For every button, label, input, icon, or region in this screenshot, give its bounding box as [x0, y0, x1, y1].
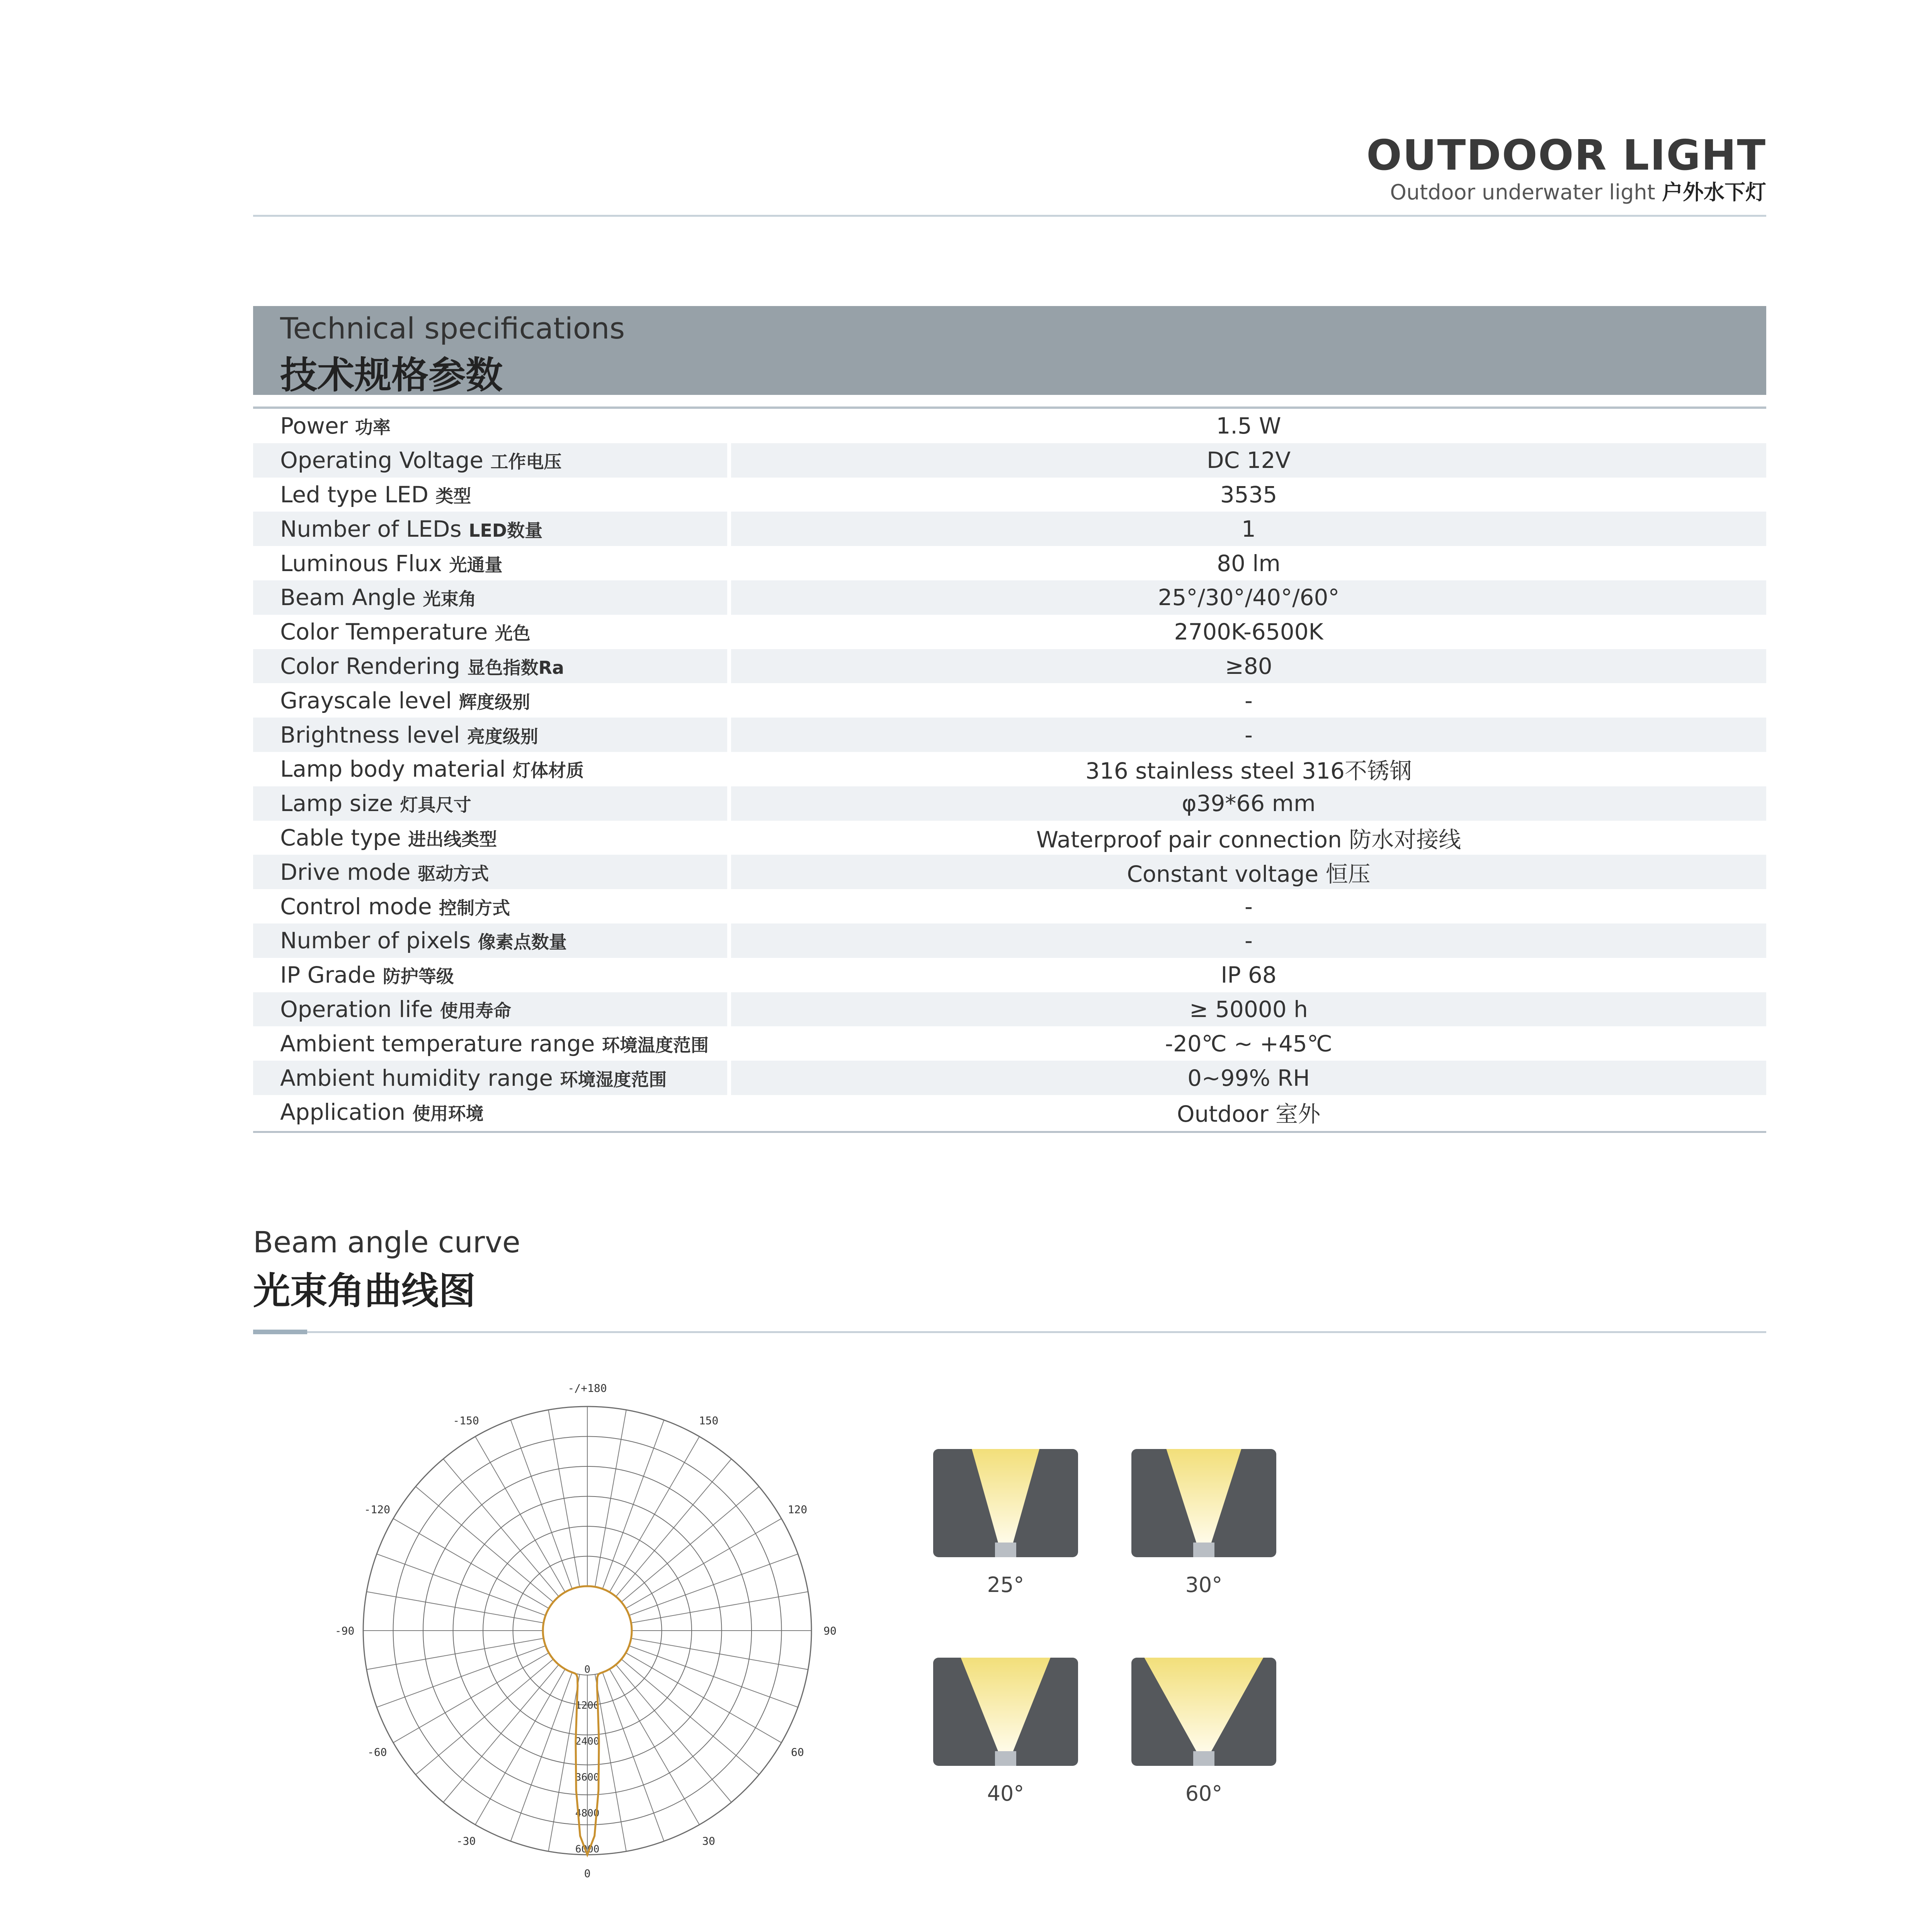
spec-label-zh: LED数量 [469, 520, 543, 541]
beam-tile-25 [933, 1449, 1078, 1557]
spec-label-zh: 光通量 [449, 554, 503, 575]
spec-label-zh: 环境温度范围 [602, 1034, 709, 1056]
spec-label [253, 1095, 729, 1129]
spec-label [253, 889, 729, 923]
spec-label-en: Beam Angle [280, 584, 416, 611]
spec-row [253, 992, 1766, 1027]
spec-value: 3535 [1220, 481, 1277, 508]
spec-label-en: Color Temperature [280, 619, 488, 645]
spec-label-en: Luminous Flux [280, 550, 442, 577]
spec-table [253, 409, 1766, 1129]
spec-row [253, 752, 1766, 786]
spec-value: 2700K-6500K [1174, 619, 1323, 645]
spec-label-zh: 灯体材质 [513, 760, 584, 781]
spec-value: - [1245, 893, 1253, 920]
spec-label [253, 786, 729, 821]
polar-radial-label: 4800 [575, 1808, 600, 1819]
spec-value: ≥ 50000 h [729, 992, 1766, 1027]
spec-label-en: Lamp body material [280, 756, 506, 782]
spec-value: -20℃ ~ +45℃ [1165, 1030, 1332, 1057]
spec-row [253, 1095, 1766, 1129]
spec-row [253, 889, 1766, 923]
spec-label-en: Operation life [280, 996, 433, 1022]
spec-row [253, 718, 1766, 752]
spec-label-en: Cable type [280, 824, 401, 851]
spec-row [253, 1026, 1766, 1061]
spec-value: - [1245, 687, 1253, 714]
polar-angle-label: -150 [453, 1414, 479, 1427]
beam-tile-label: 25° [987, 1573, 1024, 1597]
spec-label-zh: 环境湿度范围 [560, 1069, 667, 1090]
spec-row [253, 1061, 1766, 1095]
spec-label [253, 718, 729, 752]
spec-value: φ39*66 mm [729, 786, 1766, 821]
polar-radial-label: 1200 [575, 1700, 600, 1711]
header-divider [253, 215, 1766, 217]
spec-value: Waterproof pair connection 防水对接线 [1036, 826, 1461, 853]
spec-row [253, 958, 1766, 992]
spec-row [253, 615, 1766, 649]
polar-angle-label: -90 [335, 1624, 355, 1637]
section-subtitle [1390, 176, 1766, 206]
spec-label-en: Lamp size [280, 790, 393, 817]
spec-label-en: Application [280, 1099, 406, 1126]
beam-tile-label: 30° [1185, 1573, 1223, 1597]
spec-value: ≥80 [729, 649, 1766, 684]
spec-label-en: Ambient temperature range [280, 1030, 595, 1057]
polar-beam-chart [317, 1376, 889, 1893]
spec-label [253, 649, 729, 684]
beam-tile-label: 40° [987, 1781, 1024, 1806]
polar-angle-label: -120 [364, 1503, 390, 1516]
beam-tile-40 [933, 1658, 1078, 1766]
spec-row [253, 478, 1766, 512]
spec-label-zh: 使用环境 [412, 1103, 484, 1124]
spec-label-zh: 类型 [435, 485, 471, 507]
polar-angle-label: -/+180 [568, 1382, 607, 1395]
spec-label-zh: 功率 [355, 417, 391, 438]
beam-divider [253, 1331, 1766, 1333]
spec-value: Constant voltage 恒压 [729, 855, 1766, 889]
polar-angle-label: -60 [367, 1746, 387, 1759]
beam-tile-label: 60° [1185, 1781, 1223, 1806]
spec-label [253, 1026, 729, 1061]
spec-label-zh: 光色 [495, 623, 531, 644]
subtitle-zh: 户外水下灯 [1662, 180, 1766, 204]
polar-angle-label: 150 [699, 1414, 719, 1427]
polar-angle-label: 0 [584, 1867, 591, 1880]
spec-label [253, 821, 729, 855]
spec-label-en: Operating Voltage [280, 447, 483, 474]
spec-label [253, 512, 729, 546]
spec-row [253, 546, 1766, 580]
spec-value: 316 stainless steel 316不锈钢 [1085, 758, 1412, 784]
polar-angle-label: 90 [823, 1624, 837, 1637]
spec-value: 0~99% RH [729, 1061, 1766, 1095]
spec-value: 1 [729, 512, 1766, 546]
spec-label-en: Control mode [280, 893, 432, 920]
polar-angle-label: 120 [787, 1503, 808, 1516]
spec-row [253, 512, 1766, 546]
spec-label-en: Brightness level [280, 721, 460, 748]
spec-value: - [729, 923, 1766, 958]
spec-label [253, 752, 729, 786]
spec-bottom-rule [253, 1131, 1766, 1133]
spec-label-zh: 辉度级别 [459, 691, 530, 713]
spec-label [253, 615, 729, 649]
beam-title-en: Beam angle curve [253, 1225, 520, 1259]
spec-row [253, 683, 1766, 718]
spec-label-zh: 灯具尺寸 [400, 794, 471, 816]
beam-divider-accent [253, 1330, 307, 1334]
spec-label [253, 580, 729, 615]
spec-label-en: IP Grade [280, 962, 376, 988]
spec-value: 25°/30°/40°/60° [729, 580, 1766, 615]
polar-radial-label: 0 [584, 1664, 590, 1675]
spec-label [253, 992, 729, 1027]
spec-label [253, 1061, 729, 1095]
polar-angle-label: -30 [456, 1834, 476, 1847]
spec-label [253, 923, 729, 958]
spec-value: IP 68 [1221, 962, 1277, 988]
spec-label [253, 478, 729, 512]
spec-label-en: Led type LED [280, 481, 429, 508]
spec-label-en: Ambient humidity range [280, 1065, 553, 1091]
section-title: OUTDOOR LIGHT [1366, 131, 1766, 180]
polar-radial-label: 3600 [575, 1772, 600, 1783]
spec-row [253, 923, 1766, 958]
spec-label [253, 409, 729, 443]
polar-radial-label: 6000 [575, 1844, 600, 1855]
spec-value: Outdoor 室外 [1177, 1101, 1321, 1128]
spec-label-en: Color Rendering [280, 653, 461, 679]
spec-label-zh: 像素点数量 [478, 932, 567, 953]
spec-value: 1.5 W [1216, 413, 1281, 439]
spec-title-en: Technical specifications [280, 311, 625, 345]
spec-row [253, 580, 1766, 615]
spec-row [253, 821, 1766, 855]
spec-value: DC 12V [729, 443, 1766, 478]
spec-label-zh: 控制方式 [439, 897, 510, 918]
spec-row [253, 409, 1766, 443]
spec-label [253, 855, 729, 889]
spec-label-zh: 工作电压 [490, 451, 562, 473]
spec-label-en: Grayscale level [280, 687, 452, 714]
beam-title-zh: 光束角曲线图 [253, 1269, 476, 1313]
spec-row [253, 649, 1766, 684]
subtitle-en: Outdoor underwater light [1390, 180, 1655, 204]
spec-label-zh: 光束角 [423, 588, 476, 610]
spec-label-zh: 亮度级别 [467, 726, 538, 747]
polar-angle-label: 30 [702, 1834, 715, 1847]
spec-label-en: Drive mode [280, 859, 411, 885]
spec-table-body [253, 409, 1766, 1129]
spec-label-en: Number of pixels [280, 927, 471, 954]
spec-label-zh: 使用寿命 [440, 1000, 511, 1021]
spec-row [253, 855, 1766, 889]
spec-row [253, 443, 1766, 478]
spec-label-zh: 驱动方式 [418, 863, 489, 884]
spec-label [253, 443, 729, 478]
spec-label-zh: 进出线类型 [408, 828, 497, 850]
beam-tile-60 [1131, 1658, 1276, 1766]
spec-label [253, 958, 729, 992]
spec-label-zh: 显色指数Ra [467, 657, 564, 678]
spec-title-zh: 技术规格参数 [280, 354, 503, 397]
polar-angle-label: 60 [791, 1746, 804, 1759]
spec-label-zh: 防护等级 [383, 966, 454, 987]
polar-radial-label: 2400 [575, 1736, 600, 1747]
spec-value: - [729, 718, 1766, 752]
spec-row [253, 786, 1766, 821]
spec-label [253, 546, 729, 580]
spec-label-en: Number of LEDs [280, 515, 462, 542]
spec-label-en: Power [280, 413, 348, 439]
spec-label [253, 683, 729, 718]
spec-value: 80 lm [1217, 550, 1281, 577]
beam-tile-30 [1131, 1449, 1276, 1557]
